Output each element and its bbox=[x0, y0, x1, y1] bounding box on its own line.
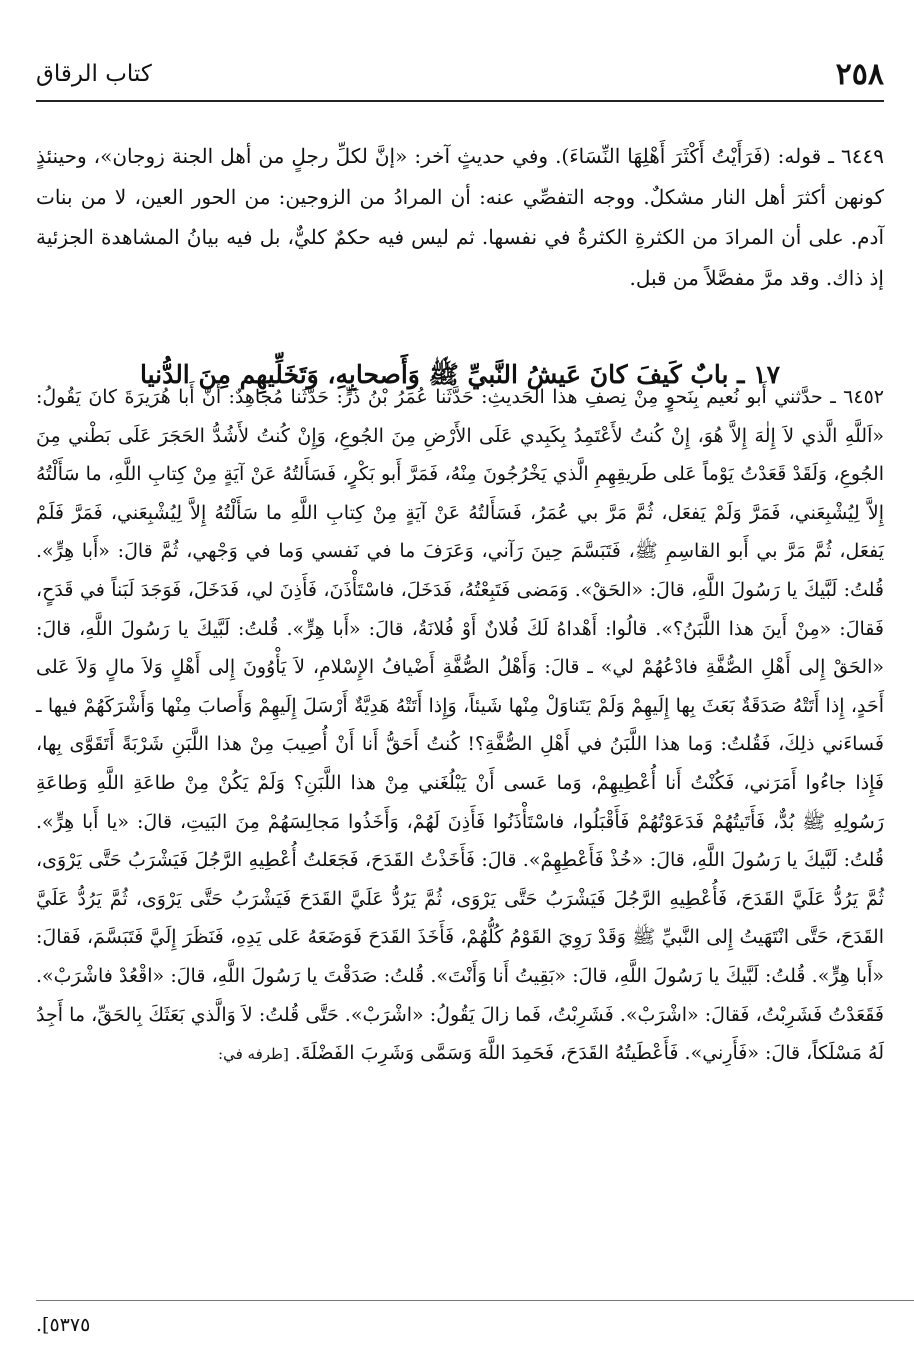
hadith-paragraph bbox=[36, 378, 884, 1074]
hadith-text: ٦٤٥٢ ـ حدَّثني أَبو نُعيم بِنَحوٍ مِنْ نِصفِ هذا الحَديثِ: حَدَّثَنا عُمَرُ بْنُ ذَرٍّ: حَدَّثَنا مُجاهِدٌ: أَنَّ أَبا هُرَيرَةَ كانَ يَقُولُ: «اَللَّهِ الَّذي لاَ إِلٰهَ إِلاَّ هُوَ، إِنْ كُنتُ لأَعْتَمِدُ بِكَبِدي عَلَى الأَرْضِ مِنَ الجُوعِ، وَإِنْ كُنتُ لأَشُدُّ الحَجَرَ عَلَى بَطْني مِنَ الجُوعِ، وَلَقَدْ قَعَدْتُ يَوْماً عَلى طَريقِهِمِ الَّذي يَخْرُجُونَ مِنْهُ، فَمَرَّ أَبو بَكْرٍ، فَسَأَلتُهُ عَنْ آيَةٍ مِنْ كِتابِ اللَّهِ، ما سَأَلْتُهُ إِلاَّ لِيُشْبِعَني، فَمَرَّ وَلَمْ يَفعَل، ثُمَّ مَرَّ بي عُمَرُ، فَسَأَلتُهُ عَنْ آيَةٍ مِنْ كِتابِ اللَّهِ ما سَأَلْتُهُ إِلاَّ لِيُشْبِعَني، فَمَرَّ فَلَمْ يَفعَل، ثُمَّ مَرَّ بي أَبو القاسِمِ ﷺ، فَتَبَسَّمَ حِينَ رَآني، وَعَرَفَ ما في نَفسي وَما في وَجْهي، ثُمَّ قالَ: «أَبا هِرٍّ». قُلتُ: لَبَّيكَ يا رَسُولَ اللَّهِ، قالَ: «الحَقْ». وَمَضى فَتَبِعْتُهُ، فَدَخَلَ، فاسْتَأْذَنَ، فَأَذِنَ لي، فَدَخَلَ، فَوَجَدَ لَبَناً في قَدَحٍ، فَقالَ: «مِنْ أَينَ هذا اللَّبَنُ؟». قالُوا: أَهْداهُ لَكَ فُلانٌ أَوْ فُلانَةُ، قالَ: «أَبا هِرٍّ». قُلتُ: لَبَّيكَ يا رَسُولَ اللَّهِ، قالَ: «الحَقْ إِلى أَهْلِ الصُّفَّةِ فادْعُهُمْ لي» ـ قالَ: وَأَهْلُ الصُّفَّةِ أَضْيافُ الإِسْلامِ، لاَ يَأْوُونَ إِلى أَهْلٍ وَلاَ مالٍ وَلاَ عَلى أَحَدٍ، إِذا أَتَتْهُ صَدَقَةٌ بَعَثَ بِها إِلَيهِمْ وَلَمْ يَتَناوَلْ مِنْها شَيئاً، وَإِذا أَتَتْهُ هَدِيَّةٌ أَرْسَلَ إِلَيهِمْ وَأَصابَ مِنْها وَأَشْرَكَهُمْ فيها ـ فَساءَني ذلِكَ، فَقُلتُ: وَما هذا اللَّبَنُ في أَهْلِ الصُّفَّةِ؟! كُنتُ أَحَقُّ أَنا أَنْ أُصِيبَ مِنْ هذا اللَّبَنِ شَرْبَةً أَتَقَوَّى بِها، فَإِذا جاءُوا أَمَرَني، فَكُنْتُ أَنا أُعْطِيهِمْ، وَما عَسى أَنْ يَبْلُغَني مِنْ هذا اللَّبَنِ؟ وَلَمْ يَكُنْ مِنْ طاعَةِ اللَّهِ وَطاعَةِ رَسُولِهِ ﷺ بُدٌّ، فَأَتَيتُهُمْ فَدَعَوْتُهُمْ فَأَقْبَلُوا، فاسْتَأْذَنُوا فَأَذِنَ لَهُمْ، وَأَخَذُوا مَجالِسَهُمْ مِنَ البَيتِ، قالَ: «يا أَبا هِرٍّ». قُلتُ: لَبَّيكَ يا رَسُولَ اللَّهِ، قالَ: «خُذْ فَأَعْطِهِمْ». قالَ: فَأَخَذْتُ القَدَحَ، فَجَعَلتُ أُعْطِيهِ الرَّجُلَ فَيَشْرَبُ حَتَّى يَرْوَى، ثُمَّ يَرُدُّ عَلَيَّ القَدَحَ، فَأُعْطِيهِ الرَّجُلَ فَيَشْرَبُ حَتَّى يَرْوَى، ثُمَّ يَرُدُّ عَلَيَّ القَدَحَ فَيَشْرَبُ حَتَّى يَرْوَى، ثُمَّ يَرُدُّ عَلَيَّ القَدَحَ، حَتَّى انْتَهَيتُ إِلى النَّبيِّ ﷺ وَقَدْ رَوِيَ القَوْمُ كُلُّهُمْ، فَأَخَذَ القَدَحَ فَوَضَعَهُ عَلى يَدِهِ، فَنَظَرَ إِلَيَّ فَتَبَسَّمَ، فَقالَ: «أَبا هِرٍّ». قُلتُ: لَبَّيكَ يا رَسُولَ اللَّهِ، قالَ: «بَقِيتُ أَنا وَأَنْتَ». قُلتُ: صَدَقْتَ يا رَسُولَ اللَّهِ، قالَ: «اقْعُدْ فاشْرَبْ». فَقَعَدْتُ فَشَرِبْتُ، فَقالَ: «اشْرَبْ». فَشَرِبْتُ، فَما زالَ يَقُولُ: «اشْرَبْ». حَتَّى قُلتُ: لاَ وَالَّذي بَعَثَكَ بِالحَقِّ، ما أَجِدُ لَهُ مَسْلَكاً، قالَ: «فَأَرِني». فَأَعْطَيتُهُ القَدَحَ، فَحَمِدَ اللَّهَ وَسَمَّى وَشَرِبَ الفَضْلَةَ. bbox=[36, 386, 884, 1065]
header-rule bbox=[36, 100, 884, 102]
running-title: كتاب الرقاق bbox=[36, 61, 152, 87]
footnote-rule bbox=[36, 1300, 914, 1301]
footnote-reference: [طرفه في: bbox=[218, 1045, 289, 1064]
page-number: ٢٥٨ bbox=[835, 56, 884, 92]
chapter-heading: ١٧ ـ بابٌ كَيفَ كانَ عَيشُ النَّبيِّ ﷺ وَأَصحابِهِ، وَتَخَلِّيهِم مِنَ الدُّنيا bbox=[139, 359, 781, 389]
page-header bbox=[36, 52, 884, 96]
commentary-paragraph: ٦٤٤٩ ـ قوله: (فَرَأَيْتُ أَكْثَرَ أَهْلِهَا النِّسَاءَ). وفي حديثٍ آخر: «إنَّ لكلِّ رجلٍ من أهل الجنة زوجان»، وحينئذٍ كونهن أكثرَ أهل النار مشكلٌ. ووجه التفصِّي عنه: أن المرادُ من الزوجين: من الحور العين، لا من بنات آدم. على أن المرادَ من الكثرةِ الكثرةُ في نفسها. ثم ليس فيه حكمٌ كليٌّ، بل فيه بيانُ المشاهدة الجزئية إذ ذاك. وقد مرَّ مفصَّلاً من قبل. bbox=[36, 144, 884, 290]
cross-reference: ٥٣٧٥]. bbox=[36, 1314, 91, 1336]
